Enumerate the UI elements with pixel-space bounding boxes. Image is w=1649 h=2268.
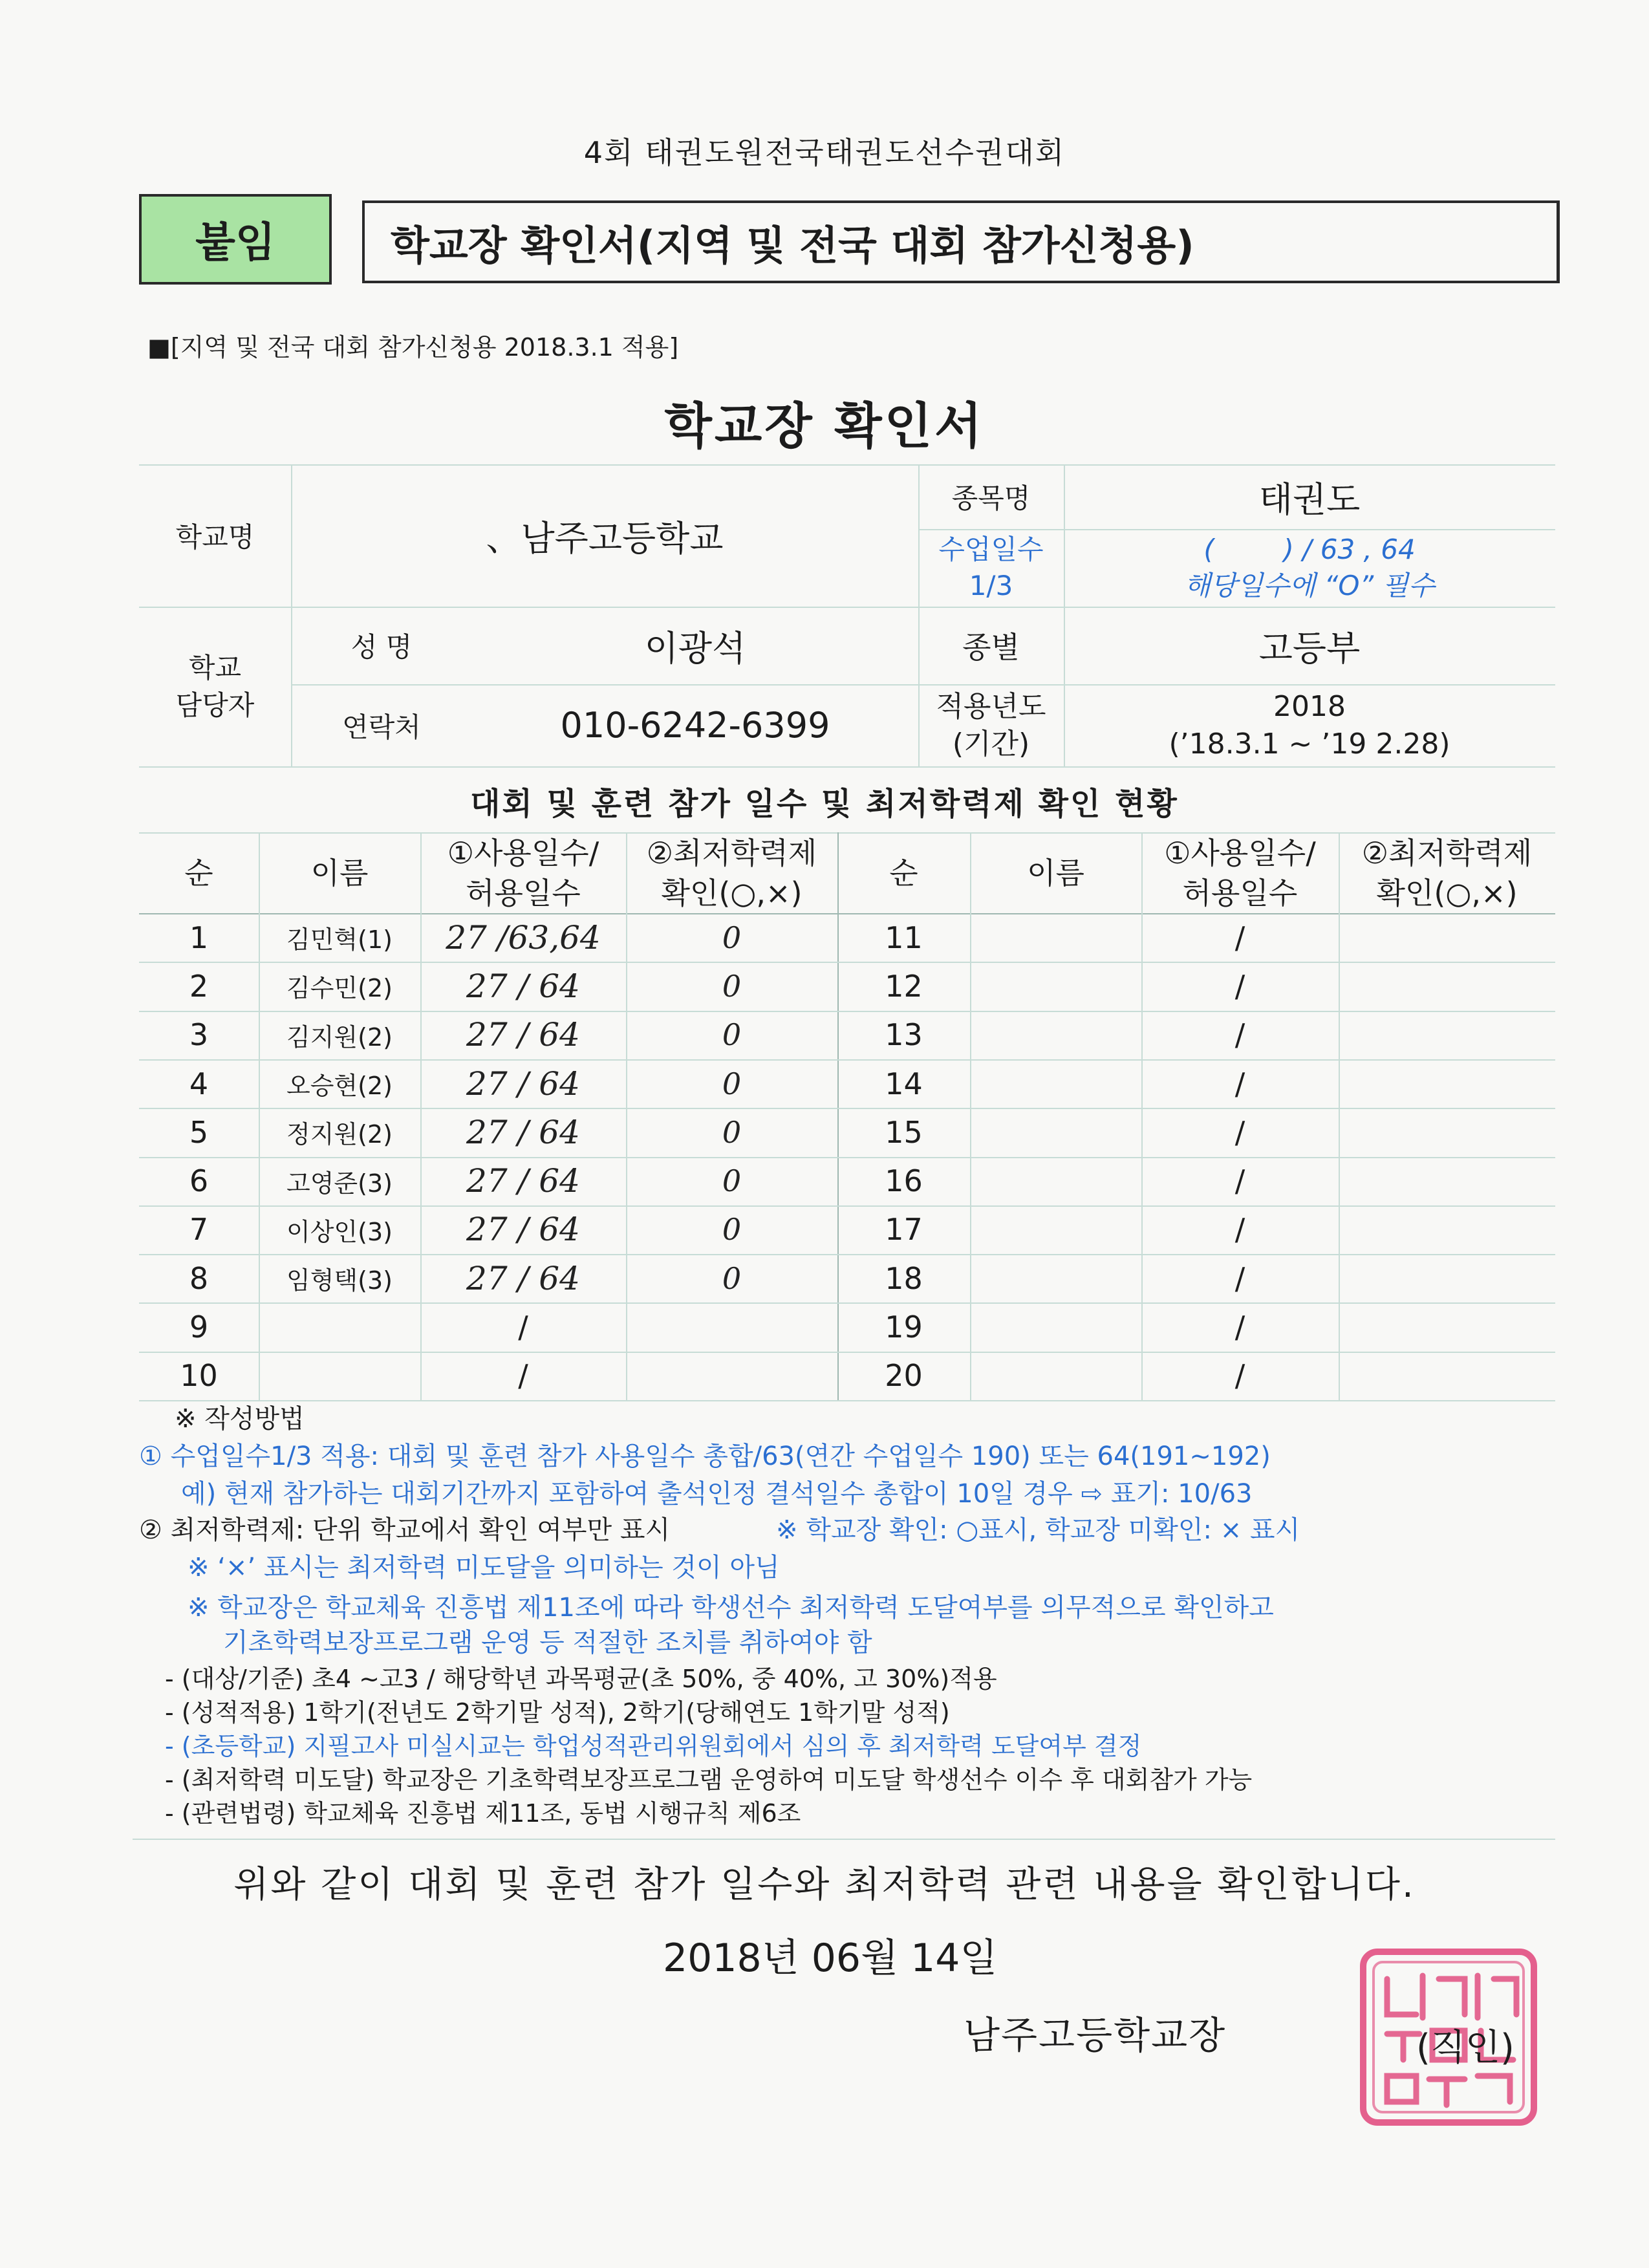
classdays-note: 해당일수에 “O” 필수 [1184, 570, 1435, 601]
annex-badge [139, 194, 332, 285]
detail-4: - (최저학력 미도달) 학교장은 기초학력보장프로그램 운영하여 미도달 학생선수 이수 후 대회참가 가능 [165, 1766, 1253, 1794]
student-name: 임형택(3) [286, 1266, 393, 1295]
event-label: 종목명 [951, 482, 1031, 514]
classdays-label-2: 1/3 [969, 570, 1013, 601]
days-used: 27 / 64 [466, 1211, 580, 1249]
year-label-2: (기간) [952, 727, 1030, 761]
classdays-label-1: 수업일수 [938, 534, 1044, 565]
header-days-left [420, 832, 626, 913]
row-number: 10 [180, 1358, 218, 1394]
min-academic-check: 0 [722, 1163, 742, 1199]
min-academic-check: 0 [722, 968, 742, 1004]
row-number: 3 [189, 1017, 209, 1053]
student-name [259, 1352, 420, 1400]
header-check-right [1339, 832, 1555, 913]
student-name: 오승현(2) [286, 1072, 393, 1101]
principal-name: 남주고등학교장 [964, 2013, 1227, 2057]
student-name: 고영준(3) [286, 1169, 393, 1198]
detail-1: - (대상/기준) 초4 ~고3 / 해당학년 과목평균(초 50%, 중 40%, 고 30%)적용 [165, 1665, 997, 1693]
days-used: 27 / 64 [466, 1016, 580, 1054]
min-academic-check: 0 [722, 1017, 742, 1053]
min-academic-check [1339, 1059, 1555, 1108]
detail-3: - (초등학교) 지필고사 미실시교는 학업성적관리위원회에서 심의 후 최저학력 도달여부 결정 [165, 1732, 1142, 1760]
row-number: 1 [189, 920, 209, 955]
header-check-left [626, 832, 837, 913]
manager-label [139, 607, 291, 766]
min-academic-check: 0 [722, 920, 742, 955]
header-title-box [362, 200, 1560, 283]
contact-label: 연락처 [342, 711, 421, 743]
school-label: 학교명 [175, 521, 255, 553]
header-check-left-2: 확인(○,×) [661, 875, 803, 911]
days-used: 27 / 64 [466, 967, 580, 1005]
status-heading: 대회 및 훈련 참가 일수 및 최저학력제 확인 현황 [470, 786, 1179, 822]
row-number: 20 [885, 1358, 923, 1394]
days-used: 27 / 64 [466, 1064, 580, 1103]
row-number: 13 [885, 1017, 923, 1053]
student-name: 정지원(2) [286, 1120, 393, 1149]
confirmation-statement: 위와 같이 대회 및 훈련 참가 일수와 최저학력 관련 내용을 확인합니다. [233, 1864, 1416, 1906]
row-number: 6 [189, 1163, 209, 1199]
header-check-right-2: 확인(○,×) [1376, 875, 1518, 911]
student-name [970, 1352, 1141, 1400]
days-used: / [1234, 968, 1245, 1004]
seal-label: (직인) [1416, 2027, 1514, 2069]
header-check-left-1: ②최저학력제 [646, 835, 817, 870]
year-label-1: 적용년도 [936, 689, 1046, 723]
days-used: / [1234, 1358, 1245, 1394]
days-used: / [1234, 1212, 1245, 1247]
note-1b: 예) 현재 참가하는 대회기간까지 포함하여 출석인정 결석일수 총합이 10일 경우 ⇨ 표기: 10/63 [181, 1479, 1253, 1509]
row-number: 16 [885, 1163, 923, 1199]
days-used: / [1234, 1310, 1245, 1345]
days-used: 27 / 64 [466, 1113, 580, 1151]
note-1a: ① 수업일수1/3 적용: 대회 및 훈련 참가 사용일수 총합/63(연간 수업일수 190) 또는 64(191~192) [139, 1442, 1271, 1471]
year-value [1064, 684, 1555, 766]
division-label: 종별 [962, 630, 1020, 665]
year-value-1: 2018 [1273, 689, 1346, 723]
competition-title: 4회 태권도원전국태권도선수권대회 [583, 135, 1066, 170]
min-academic-check [1339, 1011, 1555, 1059]
days-used: / [1234, 1163, 1245, 1199]
header-no-left: 순 [184, 855, 213, 891]
student-name [259, 1302, 420, 1351]
student-name [970, 1157, 1141, 1205]
header-days-left-2: 허용일수 [466, 875, 581, 911]
min-academic-check [1339, 1108, 1555, 1156]
student-name: 김수민(2) [286, 974, 393, 1003]
method-title: ※ 작성방법 [175, 1404, 305, 1434]
days-used: 27 / 64 [466, 1259, 580, 1297]
days-used: / [1234, 1260, 1245, 1296]
header-days-right-1: ①사용일수/ [1164, 835, 1316, 870]
min-academic-check [1339, 1352, 1555, 1400]
row-number: 12 [885, 968, 923, 1004]
event-value: 태권도 [1258, 479, 1361, 520]
classdays-value [1064, 529, 1555, 607]
student-name: 김민혁(1) [286, 925, 393, 955]
division-value: 고등부 [1258, 627, 1361, 669]
year-label [918, 684, 1064, 766]
row-number: 7 [189, 1212, 209, 1247]
header-days-right-2: 허용일수 [1182, 875, 1298, 911]
row-number: 14 [885, 1066, 923, 1101]
min-academic-check [626, 1352, 837, 1400]
min-academic-check [1339, 913, 1555, 962]
student-name [970, 1254, 1141, 1302]
note-3: ※ ‘×’ 표시는 최저학력 미도달을 의미하는 것이 아님 [188, 1553, 780, 1582]
min-academic-check [1339, 1302, 1555, 1351]
name-value: 이광석 [644, 627, 746, 669]
student-name: 김지원(2) [286, 1022, 393, 1052]
year-value-2: (’18.3.1 ~ ’19 2.28) [1169, 727, 1450, 761]
school-name: 、남주고등학교 [486, 517, 724, 559]
note-2b: ※ 학교장 확인: ○표시, 학교장 미확인: × 표시 [776, 1515, 1300, 1545]
annex-label: 붙임 [195, 219, 275, 267]
classdays-fraction: ( ) / 63 , 64 [1203, 534, 1416, 565]
row-number: 19 [885, 1310, 923, 1345]
student-name [970, 1302, 1141, 1351]
row-number: 18 [885, 1260, 923, 1296]
row-number: 5 [189, 1114, 209, 1150]
classdays-label [918, 529, 1064, 607]
min-academic-check: 0 [722, 1066, 742, 1101]
student-name [970, 913, 1141, 962]
min-academic-check [1339, 962, 1555, 1010]
note-4a: ※ 학교장은 학교체육 진흥법 제11조에 따라 학생선수 최저학력 도달여부를 의무적으로 확인하고 [188, 1593, 1274, 1623]
min-academic-check [1339, 1254, 1555, 1302]
row-number: 8 [189, 1260, 209, 1296]
days-used: / [1234, 1017, 1245, 1053]
min-academic-check [626, 1302, 837, 1351]
contact-value: 010-6242-6399 [560, 705, 830, 746]
days-used: / [518, 1310, 528, 1345]
name-label: 성 명 [350, 631, 413, 663]
row-number: 11 [885, 920, 923, 955]
days-used: 27 / 64 [466, 1162, 580, 1200]
header-days-right [1141, 832, 1339, 913]
header-no-right: 순 [889, 855, 918, 891]
note-2a: ② 최저학력제: 단위 학교에서 확인 여부만 표시 [139, 1515, 671, 1545]
days-used: 27 /63,64 [446, 918, 601, 956]
apply-note: ■[지역 및 전국 대회 참가신청용 2018.3.1 적용] [147, 333, 679, 362]
row-number: 17 [885, 1212, 923, 1247]
row-number: 15 [885, 1114, 923, 1150]
student-name [970, 1011, 1141, 1059]
manager-label-1: 학교 [188, 651, 242, 684]
header-name-left: 이름 [310, 855, 369, 891]
min-academic-check [1339, 1157, 1555, 1205]
row-number: 4 [189, 1066, 209, 1101]
confirmation-date: 2018년 06월 14일 [663, 1936, 998, 1981]
student-name: 이상인(3) [286, 1217, 393, 1246]
header-title: 학교장 확인서(지역 및 전국 대회 참가신청용) [391, 221, 1194, 269]
header-days-left-1: ①사용일수/ [447, 835, 599, 870]
student-name [970, 1108, 1141, 1156]
header-check-right-1: ②최저학력제 [1361, 835, 1533, 870]
document-title: 학교장 확인서 [664, 397, 985, 455]
detail-5: - (관련법령) 학교체육 진흥법 제11조, 동법 시행규칙 제6조 [165, 1799, 801, 1828]
row-number: 9 [189, 1310, 209, 1345]
student-name [970, 1205, 1141, 1254]
min-academic-check: 0 [722, 1114, 742, 1150]
row-number: 2 [189, 968, 209, 1004]
student-name [970, 962, 1141, 1010]
student-name [970, 1059, 1141, 1108]
detail-2: - (성적적용) 1학기(전년도 2학기말 성적), 2학기(당해연도 1학기말 성적) [165, 1698, 950, 1727]
days-used: / [518, 1358, 528, 1394]
min-academic-check: 0 [722, 1260, 742, 1296]
min-academic-check: 0 [722, 1212, 742, 1247]
days-used: / [1234, 1114, 1245, 1150]
header-name-right: 이름 [1027, 855, 1084, 891]
min-academic-check [1339, 1205, 1555, 1254]
days-used: / [1234, 1066, 1245, 1101]
manager-label-2: 담당자 [175, 689, 255, 721]
days-used: / [1234, 920, 1245, 955]
note-4b: 기초학력보장프로그램 운영 등 적절한 조치를 취하여야 함 [223, 1628, 872, 1658]
